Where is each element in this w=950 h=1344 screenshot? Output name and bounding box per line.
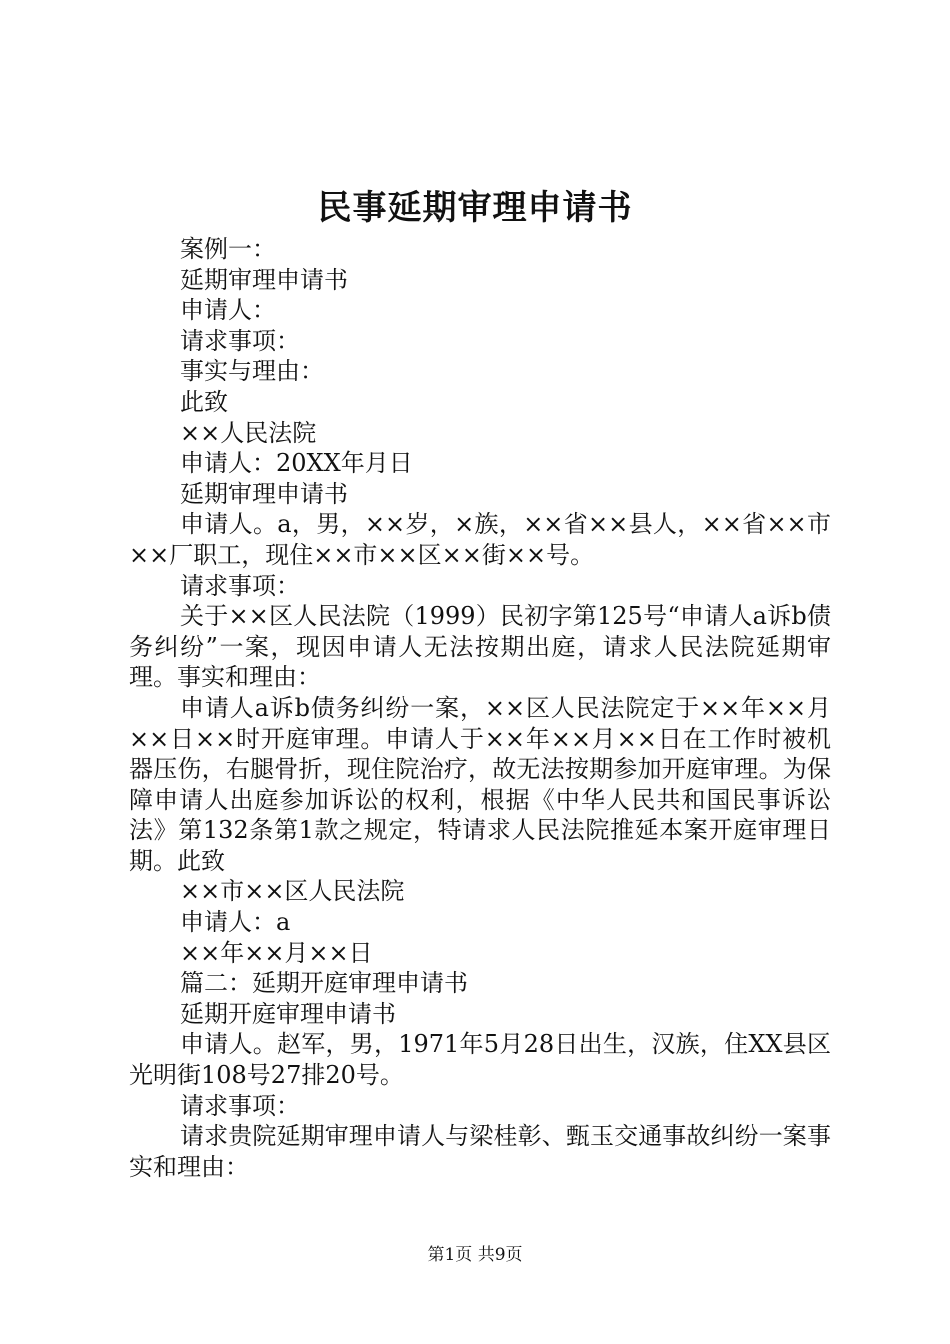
section-heading-case-one: 案例一： bbox=[180, 235, 276, 263]
part-two-applicant-paragraph: 申请人。赵军，男，1971年5月28日出生，汉族，住XX县区光明街108号27排20号。 bbox=[129, 1030, 831, 1090]
request-paragraph: 关于××区人民法院（1999）民初字第125号“申请人a诉b债务纠纷”一案，现因申请人无法按期出庭，请求人民法院延期审理。事实和理由： bbox=[129, 602, 831, 692]
recipient-court: ××市××区人民法院 bbox=[180, 877, 405, 906]
page-footer: 第1页 共9页 bbox=[427, 1245, 523, 1265]
sample-title: 延期审理申请书 bbox=[180, 479, 348, 508]
form-title: 延期审理申请书 bbox=[180, 265, 348, 294]
salutation: 此致 bbox=[180, 387, 228, 416]
facts-reasons-label: 事实与理由： bbox=[180, 357, 324, 386]
applicant-signature: 申请人：a bbox=[180, 908, 291, 937]
facts-paragraph: 申请人a诉b债务纠纷一案，××区人民法院定于××年××月××日××时开庭审理。申请人于××年××月××日在工作时被机器压伤，右腿骨折，现住院治疗，故无法按期参加开庭审理。为保障申请人出庭参加诉讼的权利，根据《中华人民共和国民事诉讼法》第132条第1款之规定，特请求人民法院推延本案开庭审理日期。此致 bbox=[129, 693, 831, 875]
document-body bbox=[129, 234, 831, 1182]
court-name: ××人民法院 bbox=[180, 418, 317, 447]
applicant-info-paragraph: 申请人。a，男，××岁，×族，××省××县人，××省××市××厂职工，现住××市××区××街××号。 bbox=[129, 510, 831, 569]
signature-date: ××年××月××日 bbox=[180, 938, 373, 967]
part-two-title: 延期开庭审理申请书 bbox=[180, 999, 396, 1028]
applicant-label: 申请人： bbox=[180, 296, 276, 325]
request-items-heading: 请求事项： bbox=[180, 571, 300, 600]
applicant-date-line: 申请人：20XX年月日 bbox=[180, 449, 413, 478]
section-heading-part-two: 篇二：延期开庭审理申请书 bbox=[180, 969, 468, 998]
part-two-request-heading: 请求事项： bbox=[180, 1091, 300, 1120]
document-title: 民事延期审理申请书 bbox=[317, 188, 633, 228]
request-items-label: 请求事项： bbox=[180, 326, 300, 355]
part-two-request-paragraph: 请求贵院延期审理申请人与梁桂彰、甄玉交通事故纠纷一案事实和理由： bbox=[129, 1122, 831, 1181]
